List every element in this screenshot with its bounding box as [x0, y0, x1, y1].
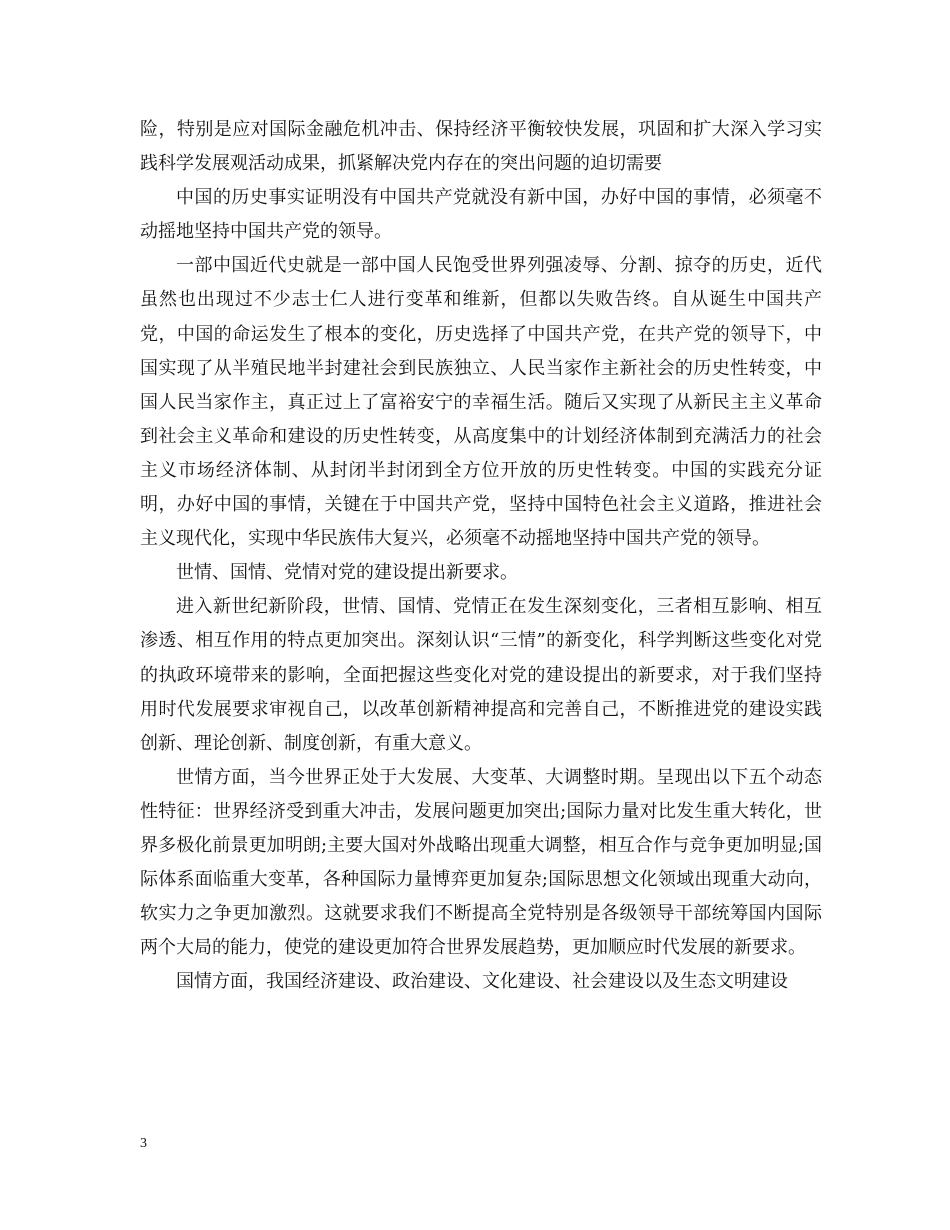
body-text — [140, 113, 822, 999]
paragraph-3: 一部中国近代史就是一部中国人民饱受世界列强凌辱、分割、掠夺的历史，近代虽然也出现过不少志士仁人进行变革和维新，但都以失败告终。自从诞生中国共产党，中国的命运发生了根本的变化，历史选择了中国共产党，在共产党的领导下，中国实现了从半殖民地半封建社会到民族独立、人民当家作主新社会的历史性转变，中国人民当家作主，真正过上了富裕安宁的幸福生活。随后又实现了从新民主主义革命到社会主义革命和建设的历史性转变，从高度集中的计划经济体制到充满活力的社会主义市场经济体制、从封闭半封闭到全方位开放的历史性转变。中国的实践充分证明，办好中国的事情，关键在于中国共产党，坚持中国特色社会主义道路，推进社会主义现代化，实现中华民族伟大复兴，必须毫不动摇地坚持中国共产党的领导。 — [140, 255, 822, 550]
paragraph-4: 世情、国情、党情对党的建设提出新要求。 — [176, 562, 518, 584]
page-number: 3 — [140, 1136, 147, 1151]
paragraph-7: 国情方面，我国经济建设、政治建设、文化建设、社会建设以及生态文明建设 — [176, 971, 788, 993]
paragraph-5: 进入新世纪新阶段，世情、国情、党情正在发生深刻变化，三者相互影响、相互渗透、相互作用的特点更加突出。深刻认识“三情”的新变化，科学判断这些变化对党的执政环境带来的影响，全面把握这些变化对党的建设提出的新要求，对于我们坚持用时代发展要求审视自己，以改革创新精神提高和完善自己，不断推进党的建设实践创新、理论创新、制度创新，有重大意义。 — [140, 596, 822, 754]
paragraph-6: 世情方面，当今世界正处于大发展、大变革、大调整时期。呈现出以下五个动态性特征：世界经济受到重大冲击，发展问题更加突出;国际力量对比发生重大转化，世界多极化前景更加明朗;主要大国对外战略出现重大调整，相互合作与竞争更加明显;国际体系面临重大变革，各种国际力量博弈更加复杂;国际思想文化领域出现重大动向，软实力之争更加激烈。这就要求我们不断提高全党特别是各级领导干部统筹国内国际两个大局的能力，使党的建设更加符合世界发展趋势，更加顺应时代发展的新要求。 — [140, 766, 822, 959]
paragraph-2: 中国的历史事实证明没有中国共产党就没有新中国，办好中国的事情，必须毫不动摇地坚持中国共产党的领导。 — [140, 187, 822, 243]
paragraph-1: 险，特别是应对国际金融危机冲击、保持经济平衡较快发展，巩固和扩大深入学习实践科学发展观活动成果，抓紧解决党内存在的突出问题的迫切需要 — [140, 119, 822, 175]
